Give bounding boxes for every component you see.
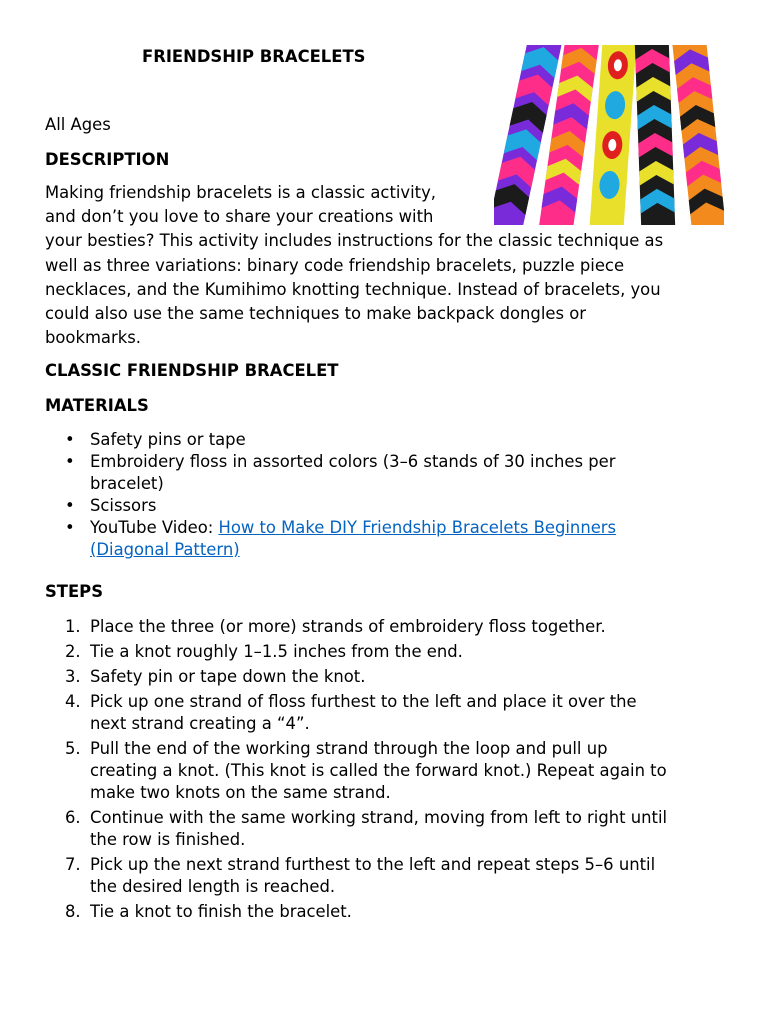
video-link[interactable]: How to Make DIY Friendship Bracelets Beginners — [218, 518, 617, 537]
page-title: FRIENDSHIP BRACELETS — [142, 47, 366, 66]
bullet: • — [65, 518, 75, 537]
step-text: Place the three (or more) strands of embroidery floss together. — [90, 617, 606, 636]
list-item — [45, 517, 735, 561]
list-item — [45, 691, 745, 735]
list-item — [45, 854, 745, 898]
description-line: necklaces, and the Kumihimo knotting technique. Instead of bracelets, you — [45, 279, 661, 299]
step-text: the row is finished. — [90, 830, 246, 849]
step-number: 1. — [65, 617, 81, 636]
material-text: Safety pins or tape — [90, 430, 246, 449]
step-text: the desired length is reached. — [90, 877, 336, 896]
step-number: 2. — [65, 642, 81, 661]
list-item — [45, 495, 735, 517]
material-text: Embroidery floss in assorted colors (3–6 stands of 30 inches per — [90, 452, 616, 471]
description-line: Making friendship bracelets is a classic activity, — [45, 183, 437, 202]
description-text — [45, 181, 735, 350]
step-text: Tie a knot to finish the bracelet. — [90, 902, 352, 921]
list-item — [45, 666, 745, 688]
description-line: well as three variations: binary code friendship bracelets, puzzle piece — [45, 255, 625, 275]
description-line: bookmarks. — [45, 328, 141, 348]
list-item — [45, 641, 745, 663]
list-item — [45, 616, 745, 638]
step-text: Pick up one strand of floss furthest to the left and place it over the — [90, 692, 637, 711]
step-number: 4. — [65, 692, 81, 711]
description-heading: DESCRIPTION — [45, 150, 170, 169]
age-range: All Ages — [45, 115, 111, 134]
list-item — [45, 451, 735, 495]
step-text: creating a knot. (This knot is called the forward knot.) Repeat again to — [90, 761, 667, 780]
list-item — [45, 901, 745, 923]
bullet: • — [65, 452, 75, 471]
step-number: 3. — [65, 667, 81, 686]
list-item — [45, 738, 745, 804]
step-text: Tie a knot roughly 1–1.5 inches from the end. — [90, 642, 463, 661]
step-text: Continue with the same working strand, moving from left to right until — [90, 808, 668, 827]
materials-heading: MATERIALS — [45, 396, 149, 415]
step-number: 6. — [65, 808, 81, 827]
step-number: 8. — [65, 902, 81, 921]
step-text: make two knots on the same strand. — [90, 783, 391, 802]
material-text: Scissors — [90, 496, 157, 515]
bullet: • — [65, 430, 75, 449]
list-item — [45, 429, 735, 451]
description-line: could also use the same techniques to make backpack dongles or — [45, 304, 586, 324]
bullet: • — [65, 496, 75, 515]
step-number: 5. — [65, 739, 81, 758]
steps-list — [45, 616, 745, 923]
step-text: Pull the end of the working strand through the loop and pull up — [90, 739, 608, 758]
classic-heading: CLASSIC FRIENDSHIP BRACELET — [45, 361, 339, 380]
step-text: Safety pin or tape down the knot. — [90, 667, 366, 686]
video-link-continued[interactable]: (Diagonal Pattern) — [90, 540, 240, 559]
step-text: Pick up the next strand furthest to the left and repeat steps 5–6 until — [90, 855, 656, 874]
material-text: bracelet) — [90, 474, 164, 493]
step-text: next strand creating a “4”. — [90, 714, 310, 733]
materials-list — [45, 429, 735, 561]
description-line: and don’t you love to share your creations with — [45, 207, 434, 227]
list-item — [45, 807, 745, 851]
video-prefix: YouTube Video: — [90, 518, 219, 537]
step-number: 7. — [65, 855, 81, 874]
steps-heading: STEPS — [45, 582, 103, 601]
description-line: your besties? This activity includes instructions for the classic technique as — [45, 231, 664, 251]
